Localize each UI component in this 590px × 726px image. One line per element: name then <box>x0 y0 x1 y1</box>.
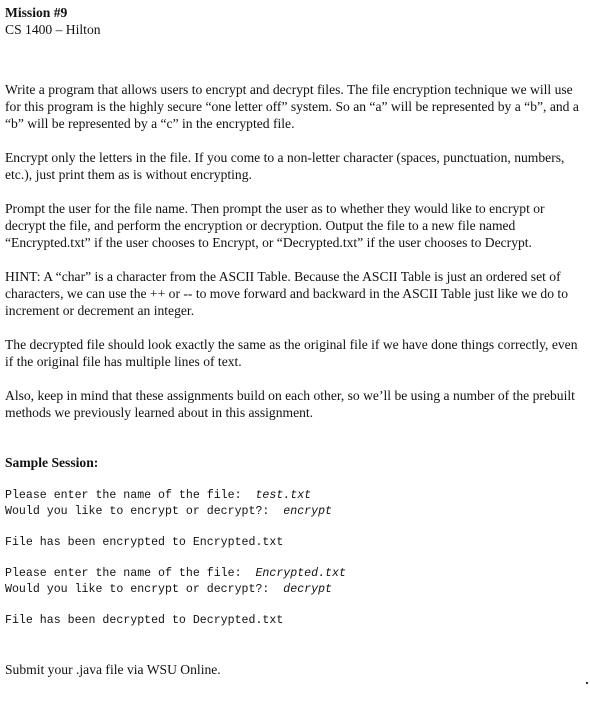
session1-prompt-filename: Please enter the name of the file: <box>5 489 256 502</box>
paragraph-intro: Write a program that allows users to encrypt and decrypt files. The file encryption technique we will use for this program is the highly secure “one letter off” system. So an “a” will be represented by a “b”, and a “b” will be represented by a “c” in the encrypted file. <box>5 82 579 131</box>
session1-input-filename: test.txt <box>255 489 312 502</box>
paragraph-decrypted-file: The decrypted file should look exactly the same as the original file if we have done things correctly, even if the original file has multiple lines of text. <box>5 337 578 369</box>
session2-prompt-filename: Please enter the name of the file: <box>5 567 256 580</box>
session1-input-mode: encrypt <box>283 505 332 518</box>
stray-dot-mark <box>586 682 588 684</box>
document-header <box>5 4 587 38</box>
session1-prompt-mode: Would you like to encrypt or decrypt?: <box>5 505 284 518</box>
session2-result: File has been decrypted to Decrypted.txt <box>5 614 284 627</box>
session2-input-filename: Encrypted.txt <box>255 567 346 580</box>
session2-input-mode: decrypt <box>283 583 332 596</box>
session2-prompts <box>5 566 587 598</box>
sample-session-heading: Sample Session: <box>5 455 99 470</box>
paragraph-build-on: Also, keep in mind that these assignments build on each other, so we’ll be using a number of the prebuilt methods we previously learned about in this assignment. <box>5 388 575 420</box>
mission-title: Mission #9 <box>5 5 68 20</box>
submit-instructions: Submit your .java file via WSU Online. <box>5 662 221 677</box>
course-line: CS 1400 – Hilton <box>5 22 101 37</box>
assignment-document <box>5 4 587 678</box>
paragraph-hint: HINT: A “char” is a character from the ASCII Table. Because the ASCII Table is just an ordered set of characters, we can use the ++ or -- to move forward and backward in the ASCII Table just like we do to increment or decrement an integer. <box>5 269 568 318</box>
session2-prompt-mode: Would you like to encrypt or decrypt?: <box>5 583 284 596</box>
paragraph-prompt-user: Prompt the user for the file name. Then prompt the user as to whether they would like to encrypt or decrypt the file, and perform the encryption or decryption. Output the file to a new file named “Encrypted.txt” if the user chooses to Encrypt, or “Decrypted.txt” if the user chooses to Decrypt. <box>5 201 545 250</box>
paragraph-letters-only: Encrypt only the letters in the file. If you come to a non-letter character (spaces, punctuation, numbers, etc.), just print them as is without encrypting. <box>5 150 565 182</box>
session1-prompts <box>5 488 587 520</box>
session1-result: File has been encrypted to Encrypted.txt <box>5 536 284 549</box>
